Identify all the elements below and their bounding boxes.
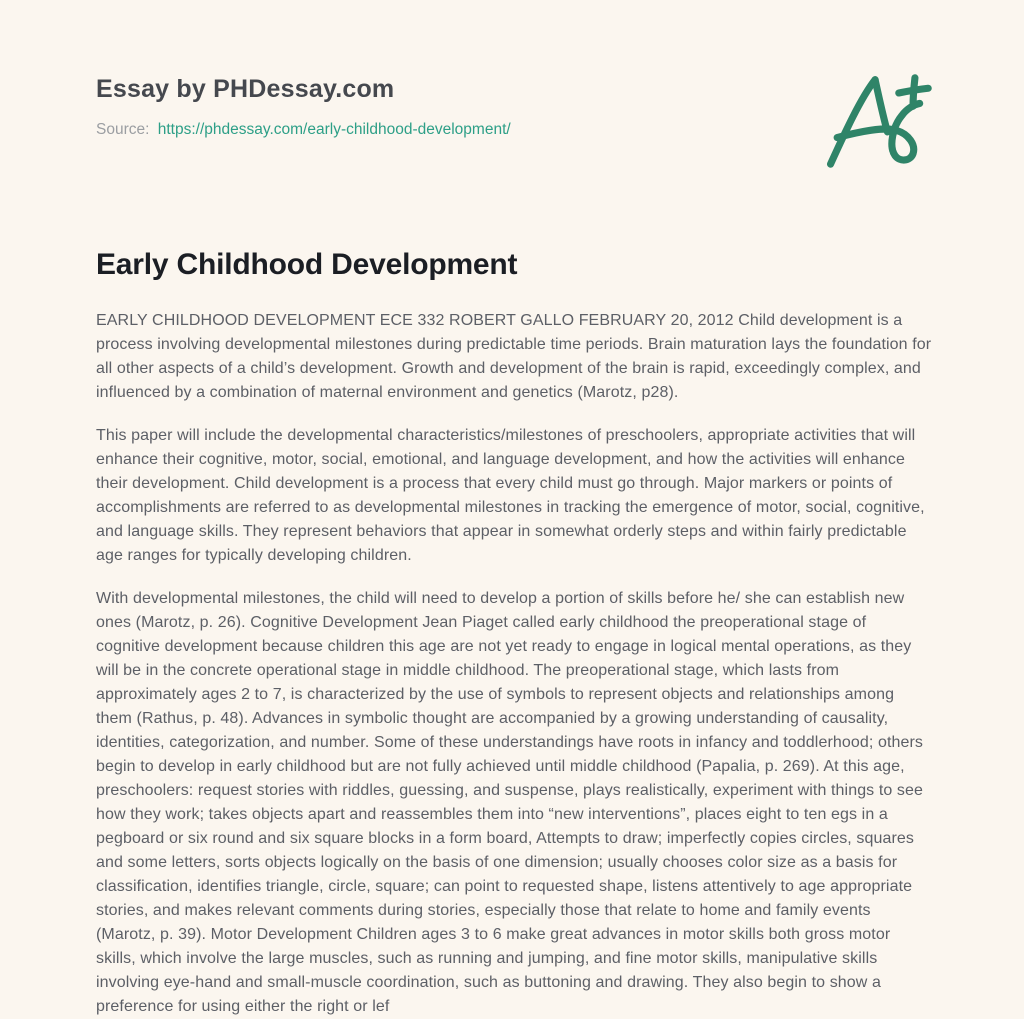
source-line [96, 120, 511, 140]
logo-a-right-stroke [875, 80, 887, 132]
source-label: Source: [96, 121, 150, 138]
logo-swash-stroke [837, 103, 920, 160]
header-text [96, 74, 511, 140]
essay-paragraph-2: This paper will include the developmental characteristics/milestones of preschoolers, appropriate activities that will enhance their cognitive, motor, social, emotional, and language development, and how the activities will enhance their development. Child development is a process that every child must go through. Major markers or points of accomplishments are referred to as developmental milestones in tracking the emergence of motor, social, cognitive, and language skills. They represent behaviors that appear in somewhat orderly steps and within fairly predictable age ranges for typically developing children. [96, 427, 925, 564]
essay-title: Early Childhood Development [96, 248, 518, 281]
source-link[interactable]: https://phdessay.com/early-childhood-development/ [157, 121, 511, 138]
site-title: Essay by PHDessay.com [96, 75, 395, 103]
essay-paragraph-1: EARLY CHILDHOOD DEVELOPMENT ECE 332 ROBERT GALLO FEBRUARY 20, 2012 Child development is a process involving developmental milestones during predictable time periods. Brain maturation lays the foundation for all other aspects of a child’s development. Growth and development of the brain is rapid, exceedingly complex, and influenced by a combination of maternal environment and genetics (Marotz, p28). [96, 312, 932, 401]
logo-plus-horizontal [899, 88, 928, 93]
page-header [96, 74, 932, 169]
essay-body [96, 309, 932, 1019]
logo-a-left-stroke [831, 80, 876, 164]
essay-paragraph-3: With developmental milestones, the child will need to develop a portion of skills before he/ she can establish new ones (Marotz, p. 26). Cognitive Development Jean Piaget called early childhood the preoperational stage of cognitive development because children this age are not yet ready to engage in logical mental operations, as they will be in the concrete operational stage in middle childhood. The preoperational stage, which lasts from approximately ages 2 to 7, is characterized by the use of symbols to represent objects and relationships among them (Rathus, p. 48). Advances in symbolic thought are accompanied by a growing understanding of causality, identities, categorization, and number. Some of these understandings have roots in infancy and toddlerhood; others begin to develop in early childhood but are not fully achieved until middle childhood (Papalia, p. 269). At this age, preschoolers: request stories with riddles, guessing, and suspense, plays realistically, experiment with things to see how they work; takes objects apart and reassembles them into “new interventions”, places eight to ten egs in a pegboard or six round and six square blocks in a form board, Attempts to draw; imperfectly copies circles, squares and some letters, sorts objects logically on the basis of one dimension; usually chooses color size as a basis for classification, identifies triangle, circle, square; can point to requested shape, listens attentively to age appropriate stories, and makes relevant comments during stories, especially those that relate to home and family events (Marotz, p. 39). Motor Development Children ages 3 to 6 make great advances in motor skills both gross motor skills, which involve the large muscles, such as running and jumping, and fine motor skills, manipulative skills involving eye-hand and small-muscle coordination, such as buttoning and drawing. They also begin to show a preference for using either the right or lef [96, 590, 924, 1015]
phdessay-a-plus-logo-icon [822, 72, 932, 169]
